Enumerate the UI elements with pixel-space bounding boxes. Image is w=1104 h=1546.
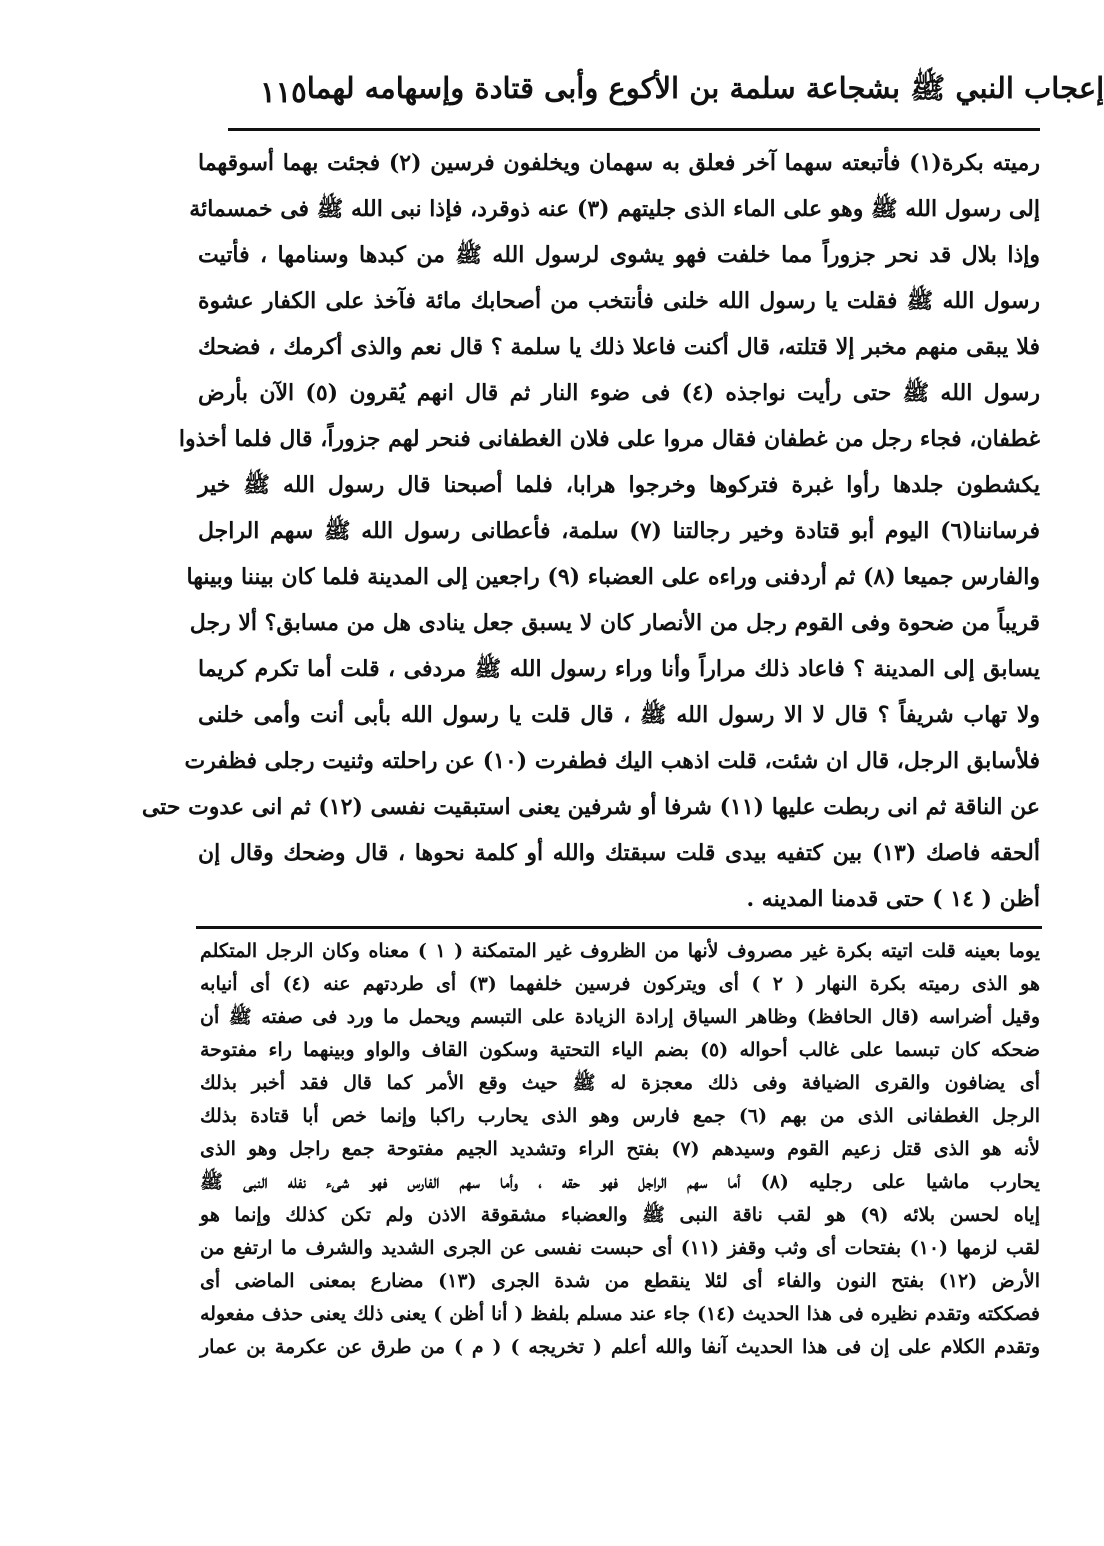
main-text-line: فلا يبقى منهم مخبر إلا قتلته، قال أكنت فاعلا ذلك يا سلمة ؟ قال نعم والذى أكرمك ، فضحك bbox=[198, 334, 1040, 360]
main-text-line: يكشطون جلدها رأوا غبرة فتركوها وخرجوا هرابا، فلما أصبحنا قال رسول الله ﷺ خير bbox=[198, 472, 1040, 498]
header-rule bbox=[228, 128, 1040, 131]
main-text-line: إلى رسول الله ﷺ وهو على الماء الذى جليتهم (٣) عنه ذوقرد، فإذا نبى الله ﷺ فى خمسمائة bbox=[189, 196, 1040, 222]
footnote-line: ضحكه كان تبسما على غالب أحواله (٥) بضم الياء التحتية وسكون القاف والواو وبينهما راء مفتوحة bbox=[200, 1039, 1041, 1061]
main-text-line: فرساننا(٦) اليوم أبو قتادة وخير رجالتنا (٧) سلمة، فأعطانى رسول الله ﷺ سهم الراجل bbox=[198, 518, 1040, 544]
running-title: إعجاب النبي ﷺ بشجاعة سلمة بن الأكوع وأبى قتادة وإسهامه لهما bbox=[306, 71, 1104, 105]
main-text-line: وإذا بلال قد نحر جزوراً مما خلفت فهو يشوى لرسول الله ﷺ من كبدها وسنامها ، فأتيت bbox=[198, 242, 1040, 268]
main-text-line: ألحقه فاصك (١٣) بين كتفيه بيدى قلت سبقتك والله أو كلمة نحوها ، قال وضحك وقال إن bbox=[198, 840, 1041, 866]
main-text-line: والفارس جميعا (٨) ثم أردفنى وراءه على العضباء (٩) راجعين إلى المدينة فلما كان بيننا وبينها bbox=[186, 564, 1040, 590]
main-text-line: فلأسابق الرجل، قال ان شئت، قلت اذهب اليك فطفرت (١٠) عن راحلته وثنيت رجلى فظفرت bbox=[184, 748, 1040, 774]
footnote-line: الأرض (١٢) بفتح النون والفاء أى لئلا ينقطع من شدة الجرى (١٣) مضارع بمعنى الماضى أى bbox=[200, 1270, 1040, 1292]
footnote-rule bbox=[196, 926, 1042, 929]
footnote-line: لأنه هو الذى قتل زعيم القوم وسيدهم (٧) بفتح الراء وتشديد الجيم مفتوحة جمع راجل وهو الذى bbox=[200, 1138, 1041, 1160]
main-text-block bbox=[141, 140, 1041, 922]
footnote-line: هو الذى رميته بكرة النهار ( ٢ ) أى ويتركون فرسين خلفهما (٣) أى طردتهم عنه (٤) أى أنيابه bbox=[200, 973, 1040, 995]
footnote-line: وتقدم الكلام على إن فى هذا الحديث آنفا والله أعلم ( تخريجه ) ( م ) من طرق عن عكرمة بن عمار bbox=[200, 1336, 1040, 1358]
page-header bbox=[220, 62, 1104, 122]
footnotes-block bbox=[200, 935, 1040, 1364]
main-text-line: ولا تهاب شريفاً ؟ قال لا الا رسول الله ﷺ ، قال قلت يا رسول الله بأبى أنت وأمى خلنى bbox=[198, 702, 1040, 728]
footnote-line: لقب لزمها (١٠) بفتحات أى وثب وقفز (١١) أى حبست نفسى عن الجرى الشديد والشرف ما ارتفع من bbox=[200, 1237, 1040, 1259]
page-number: ١١٥ bbox=[260, 75, 307, 109]
main-text-line: رميته بكرة(١) فأتبعته سهما آخر فعلق به سهمان ويخلفون فرسين (٢) فجئت بهما أسوقهما bbox=[198, 150, 1040, 176]
footnote-line: إياه لحسن بلائه (٩) هو لقب ناقة النبى ﷺ والعضباء مشقوقة الاذن ولم تكن كذلك وإنما هو bbox=[200, 1204, 1041, 1226]
footnote-line: يحارب ماشيا على رجليه (٨) أما سهم الراجل فهو حقه ، وأما سهم الفارس فهو شىء نفله النبى ﷺ bbox=[200, 1171, 1040, 1193]
footnote-line: الرجل الغطفانى الذى من بهم (٦) جمع فارس وهو الذى يحارب راكبا وإنما خص أبا قتادة بذلك bbox=[200, 1105, 1040, 1127]
footnote-line: أى يضافون والقرى الضيافة وفى ذلك معجزة له ﷺ حيث وقع الأمر كما قال فقد أخبر بذلك bbox=[200, 1072, 1040, 1094]
main-text-line: غطفان، فجاء رجل من غطفان فقال مروا على فلان الغطفانى فنحر لهم جزوراً، قال فلما أخذوا bbox=[178, 426, 1040, 452]
main-text-line: قريباً من ضحوة وفى القوم رجل من الأنصار كان لا يسبق جعل ينادى هل من مسابق؟ ألا رجل bbox=[189, 610, 1040, 636]
footnote-line: يوما بعينه قلت اتيته بكرة غير مصروف لأنها من الظروف غير المتمكنة ( ١ ) معناه وكان الرجل المتكلم bbox=[200, 940, 1040, 962]
main-text-line: أظن ( ١٤ ) حتى قدمنا المدينه . bbox=[746, 886, 1040, 912]
main-text-line: رسول الله ﷺ فقلت يا رسول الله خلنى فأنتخب من أصحابك مائة فآخذ على الكفار عشوة bbox=[198, 288, 1040, 314]
main-text-line: يسابق إلى المدينة ؟ فاعاد ذلك مراراً وأنا وراء رسول الله ﷺ مردفى ، قلت أما تكرم كريما bbox=[198, 656, 1040, 682]
footnote-line: فصككته وتقدم نظيره فى هذا الحديث (١٤) جاء عند مسلم بلفظ ( أنا أظن ) يعنى ذلك يعنى حذف مفعوله bbox=[200, 1303, 1040, 1325]
main-text-line: رسول الله ﷺ حتى رأيت نواجذه (٤) فى ضوء النار ثم قال انهم يُقرون (٥) الآن بأرض bbox=[198, 380, 1041, 406]
footnote-line: وقيل أضراسه (قال الحافظ) وظاهر السياق إرادة الزيادة على التبسم ويحمل ما ورد فى صفته ﷺ أن bbox=[200, 1006, 1040, 1028]
main-text-line: عن الناقة ثم انى ربطت عليها (١١) شرفا أو شرفين يعنى استبقيت نفسى (١٢) ثم انى عدوت حتى bbox=[141, 794, 1040, 820]
